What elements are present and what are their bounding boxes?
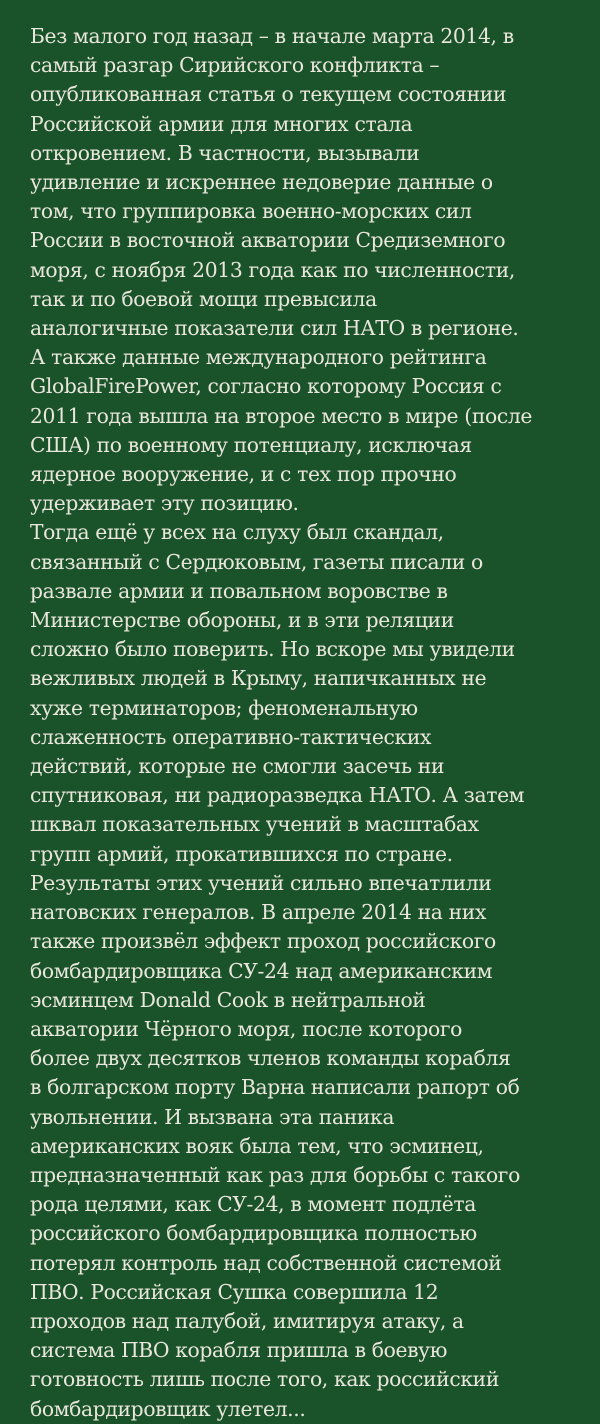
text-line: более двух десятков членов команды корабля <box>30 1046 511 1071</box>
text-line: шквал показательных учений в масштабах <box>30 812 479 837</box>
text-line: готовность лишь после того, как российский <box>30 1367 500 1392</box>
text-line: действий, которые не смогли засечь ни <box>30 754 445 779</box>
text-line: вежливых людей в Крыму, напичканных не <box>30 666 487 691</box>
text-line: откровением. В частности, вызывали <box>30 140 420 165</box>
text-line: моря, с ноября 2013 года как по численности, <box>30 257 515 282</box>
text-line: хуже терминаторов; феноменальную <box>30 695 418 720</box>
text-line: Без малого год назад – в начале марта 2014, в <box>30 24 514 48</box>
text-line: ПВО. Российская Сушка совершила 12 <box>30 1279 439 1304</box>
paragraph-2 <box>30 518 584 1423</box>
text-line: США) по военному потенциалу, исключая <box>30 432 472 457</box>
text-line: развале армии и повальном воровстве в <box>30 578 448 603</box>
text-line: также произвёл эффект проход российского <box>30 929 496 954</box>
text-line: эсминцем Donald Cook в нейтральной <box>30 987 426 1012</box>
text-line: удерживает эту позицию. <box>30 491 299 516</box>
text-line: акватории Чёрного моря, после которого <box>30 1016 462 1041</box>
text-line: России в восточной акватории Средиземного <box>30 228 506 253</box>
text-line: слаженность оперативно-тактических <box>30 724 432 749</box>
text-line: ядерное вооружение, и с тех пор прочно <box>30 462 457 487</box>
text-line: бомбардировщика СУ-24 над американским <box>30 958 493 983</box>
text-line: американских вояк была тем, что эсминец, <box>30 1133 484 1158</box>
text-line: спутниковая, ни радиоразведка НАТО. А затем <box>30 783 525 808</box>
text-line: 2011 года вышла на второе место в мире (после <box>30 403 533 428</box>
text-line: GlobalFirePower, согласно которому Россия с <box>30 374 502 399</box>
text-line: опубликованная статья о текущем состоянии <box>30 82 507 107</box>
text-line: групп армий, прокатившихся по стране. <box>30 841 453 866</box>
text-line: система ПВО корабля пришла в боевую <box>30 1338 448 1363</box>
text-line: Тогда ещё у всех на слуху был скандал, <box>30 520 444 545</box>
text-line: предназначенный как раз для борьбы с такого <box>30 1162 520 1187</box>
text-line: российского бомбардировщика полностью <box>30 1221 477 1246</box>
text-line: бомбардировщик улетел... <box>30 1396 306 1421</box>
text-line: потерял контроль над собственной системой <box>30 1250 502 1275</box>
text-line: самый разгар Сирийского конфликта – <box>30 53 440 78</box>
text-line: Министерстве обороны, и в эти реляции <box>30 608 454 633</box>
text-line: связанный с Сердюковым, газеты писали о <box>30 549 483 574</box>
text-line: сложно было поверить. Но вскоре мы увидели <box>30 637 515 662</box>
text-line: натовских генералов. В апреле 2014 на них <box>30 900 487 925</box>
text-line: проходов над палубой, имитируя атаку, а <box>30 1308 464 1333</box>
text-line: Российской армии для многих стала <box>30 111 413 136</box>
text-line: в болгарском порту Варна написали рапорт об <box>30 1075 520 1100</box>
text-line: том, что группировка военно-морских сил <box>30 199 472 224</box>
text-line: удивление и искреннее недоверие данные о <box>30 170 493 195</box>
text-line: аналогичные показатели сил НАТО в регионе. <box>30 316 519 341</box>
text-line: Результаты этих учений сильно впечатлили <box>30 870 492 895</box>
paragraph-1 <box>30 22 584 518</box>
text-line: рода целями, как СУ-24, в момент подлёта <box>30 1192 476 1217</box>
text-line: увольнении. И вызвана эта паника <box>30 1104 395 1129</box>
text-line: А также данные международного рейтинга <box>30 345 487 370</box>
text-line: так и по боевой мощи превысила <box>30 286 377 311</box>
